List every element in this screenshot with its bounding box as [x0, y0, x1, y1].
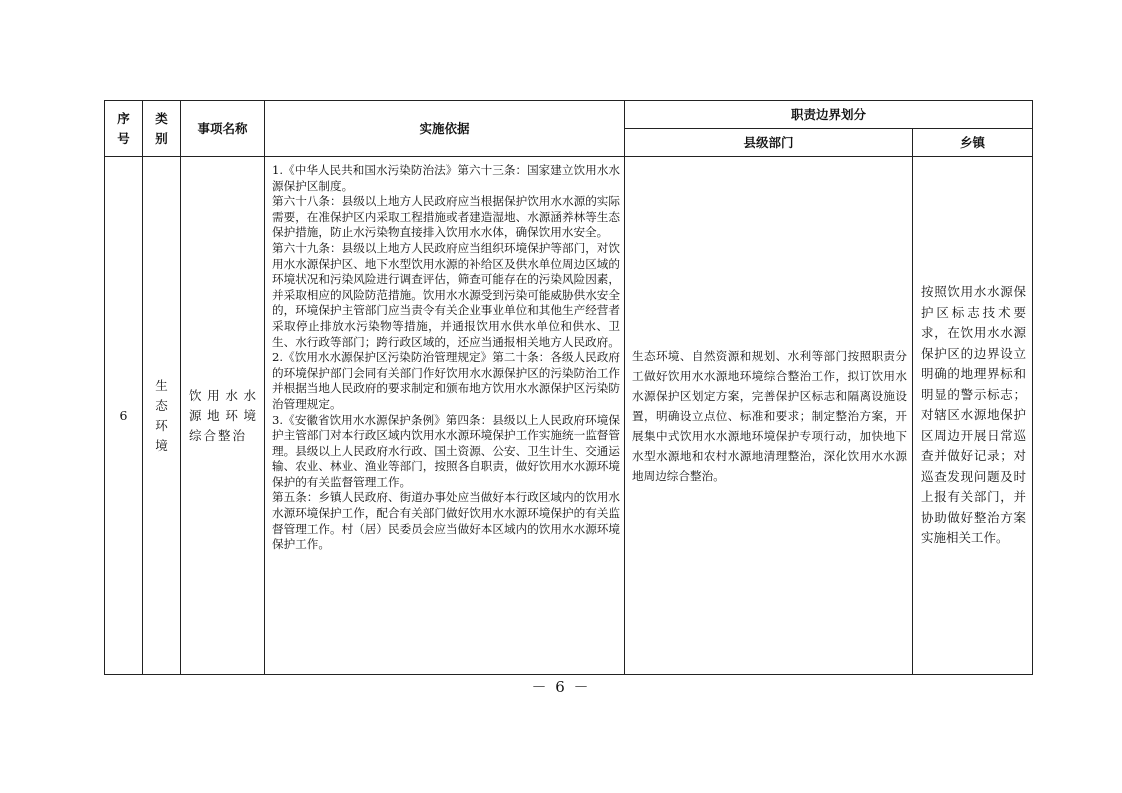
cell-county: [625, 157, 913, 675]
header-item-name-label: 事项名称: [197, 120, 248, 136]
header-town: [913, 129, 1033, 157]
header-responsibility: [625, 101, 1033, 129]
row-item-name: 饮用水水源地环境综合整治: [189, 387, 258, 443]
header-county-label: 县级部门: [743, 134, 794, 150]
header-responsibility-label: 职责边界划分: [791, 106, 867, 122]
row-county-duty: 生态环境、自然资源和规划、水利等部门按照职责分工做好饮用水水源地环境综合整治工作，拟订饮用水水源保护区划定方案，完善保护区标志和隔离设施设置，明确设立点位、标准和要求；制定整治方案，开展集中式饮用水水源地环境保护专项行动，加快地下水型水源地和农村水源地清理整治，深化饮用水水源地周边综合整治。: [632, 348, 907, 483]
header-category: [143, 101, 181, 157]
header-basis-label: 实施依据: [419, 120, 470, 136]
page-number: － 6 －: [531, 678, 591, 696]
header-town-label: 乡镇: [960, 134, 986, 150]
basis-paragraph: 1.《中华人民共和国水污染防治法》第六十三条：国家建立饮用水水源保护区制度。: [272, 163, 620, 193]
table-header-row: [105, 101, 1033, 129]
header-seq: [105, 101, 143, 157]
basis-paragraph: 2.《饮用水水源保护区污染防治管理规定》第二十条：各级人民政府的环境保护部门会同有关部门作好饮用水水源保护区的污染防治工作并根据当地人民政府的要求制定和颁布地方饮用水水源保护区污染防治管理规定。: [272, 350, 620, 411]
basis-paragraph: 第六十九条：县级以上地方人民政府应当组织环境保护等部门，对饮用水水源保护区、地下水型饮用水源的补给区及供水单位周边区域的环境状况和污染风险进行调查评估，筛查可能存在的污染风险因素，并采取相应的风险防范措施。饮用水水源受到污染可能威胁供水安全的，环境保护主管部门应当责令有关企业事业单位和其他生产经营者采取停止排放水污染物等措施，并通报饮用水供水单位和供水、卫生、水行政等部门；跨行政区域的，还应当通报相关地方人民政府。: [272, 240, 620, 349]
cell-item-name: [181, 157, 265, 675]
table-row: [105, 157, 1033, 675]
header-county: [625, 129, 913, 157]
header-item-name: [181, 101, 265, 157]
cell-basis: [265, 157, 625, 675]
cell-town: [913, 157, 1033, 675]
basis-paragraph: 3.《安徽省饮用水水源保护条例》第四条：县级以上人民政府环境保护主管部门对本行政区域内饮用水水源环境保护工作实施统一监督管理。县级以上人民政府水行政、国土资源、公安、卫生计生、交通运输、农业、林业、渔业等部门，按照各自职责，做好饮用水水源环境保护的有关监督管理工作。: [272, 412, 620, 489]
cell-category: [143, 157, 181, 675]
header-basis: [265, 101, 625, 157]
row-category: 生态环境: [155, 377, 168, 453]
responsibility-table: [104, 100, 1033, 675]
basis-paragraph: 第六十八条：县级以上地方人民政府应当根据保护饮用水水源的实际需要，在准保护区内采取工程措施或者建造湿地、水源涵养林等生态保护措施，防止水污染物直接排入饮用水水体，确保饮用水安全。: [272, 194, 620, 240]
header-seq-label: 序号: [117, 110, 130, 146]
row-seq: 6: [119, 408, 128, 423]
basis-paragraph: 第五条：乡镇人民政府、街道办事处应当做好本行政区域内的饮用水水源环境保护工作，配合有关部门做好饮用水水源环境保护的有关监督管理工作。村（居）民委员会应当做好本区域内的饮用水水源环境保护工作。: [272, 490, 620, 552]
row-town-duty: 按照饮用水水源保护区标志技术要求，在饮用水水源保护区的边界设立明确的地理界标和明显的警示标志；对辖区水源地保护区周边开展日常巡查并做好记录；对巡查发现问题及时上报有关部门，并协助做好整治方案实施相关工作。: [921, 284, 1027, 546]
cell-seq: [105, 157, 143, 675]
header-category-label: 类别: [155, 110, 168, 146]
